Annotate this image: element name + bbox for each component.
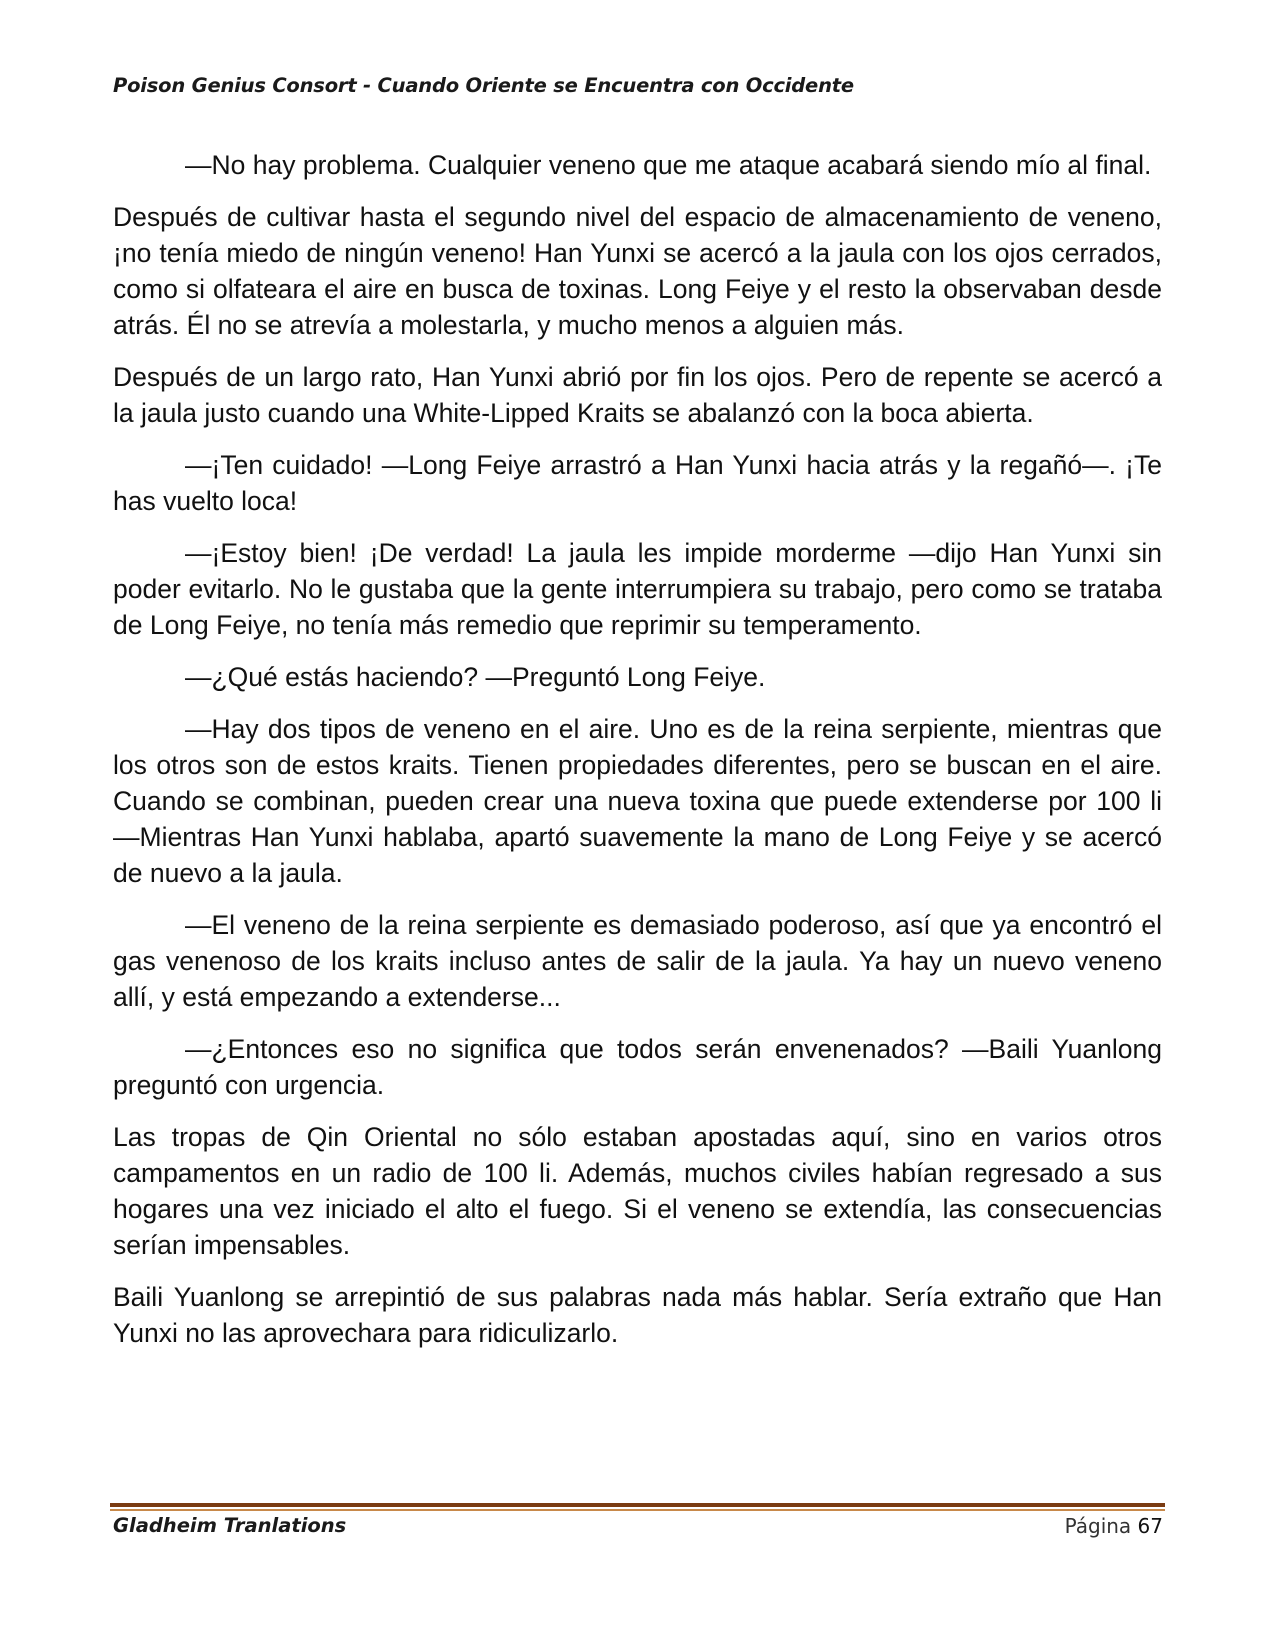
paragraph-2: Después de cultivar hasta el segundo nivel del espacio de almacenamiento de veneno, ¡no tenía miedo de ningún veneno! Han Yunxi se acercó a la jaula con los ojos cerrados, como si olfateara el aire en busca de toxinas. Long Feiye y el resto la observaban desde atrás. Él no se atrevía a molestarla, y mucho menos a alguien más.	[113, 202, 1162, 340]
footer-divider-thin	[110, 1509, 1165, 1511]
page-number-label	[1065, 1514, 1163, 1538]
paragraph-11: Baili Yuanlong se arrepintió de sus palabras nada más hablar. Sería extraño que Han Yunxi no las aprovechara para ridiculizarlo.	[113, 1282, 1162, 1348]
footer-divider	[110, 1503, 1165, 1512]
paragraph-8: —El veneno de la reina serpiente es demasiado poderoso, así que ya encontró el gas venenoso de los kraits incluso antes de salir de la jaula. Ya hay un nuevo veneno allí, y está empezando a extenderse...	[113, 910, 1162, 1012]
running-header: Poison Genius Consort - Cuando Oriente se Encuentra con Occidente	[113, 74, 854, 97]
paragraph-6: —¿Qué estás haciendo? —Preguntó Long Feiye.	[185, 662, 766, 692]
paragraph-10: Las tropas de Qin Oriental no sólo estaban apostadas aquí, sino en varios otros campamentos en un radio de 100 li. Además, muchos civiles habían regresado a sus hogares una vez iniciado el alto el fuego. Si el veneno se extendía, las consecuencias serían impensables.	[113, 1122, 1162, 1260]
page-label: Página	[1064, 1514, 1132, 1538]
paragraph-9: —¿Entonces eso no significa que todos serán envenenados? —Baili Yuanlong preguntó con urgencia.	[113, 1034, 1162, 1100]
page-body	[113, 147, 1162, 1367]
paragraph-5: —¡Estoy bien! ¡De verdad! La jaula les impide morderme —dijo Han Yunxi sin poder evitarlo. No le gustaba que la gente interrumpiera su trabajo, pero como se trataba de Long Feiye, no tenía más remedio que reprimir su temperamento.	[113, 538, 1162, 640]
footer-translator: Gladheim Tranlations	[113, 1514, 347, 1537]
paragraph-4: —¡Ten cuidado! —Long Feiye arrastró a Han Yunxi hacia atrás y la regañó—. ¡Te has vuelto loca!	[113, 450, 1162, 516]
paragraph-7: —Hay dos tipos de veneno en el aire. Uno es de la reina serpiente, mientras que los otros son de estos kraits. Tienen propiedades diferentes, pero se buscan en el aire. Cuando se combinan, pueden crear una nueva toxina que puede extenderse por 100 li —Mientras Han Yunxi hablaba, apartó suavemente la mano de Long Feiye y se acercó de nuevo a la jaula.	[113, 714, 1162, 888]
page-number: 67	[1137, 1514, 1163, 1538]
paragraph-3: Después de un largo rato, Han Yunxi abrió por fin los ojos. Pero de repente se acercó a la jaula justo cuando una White-Lipped Kraits se abalanzó con la boca abierta.	[113, 362, 1162, 428]
footer-divider-thick	[110, 1503, 1165, 1507]
paragraph-1: —No hay problema. Cualquier veneno que me ataque acabará siendo mío al final.	[185, 150, 1152, 180]
